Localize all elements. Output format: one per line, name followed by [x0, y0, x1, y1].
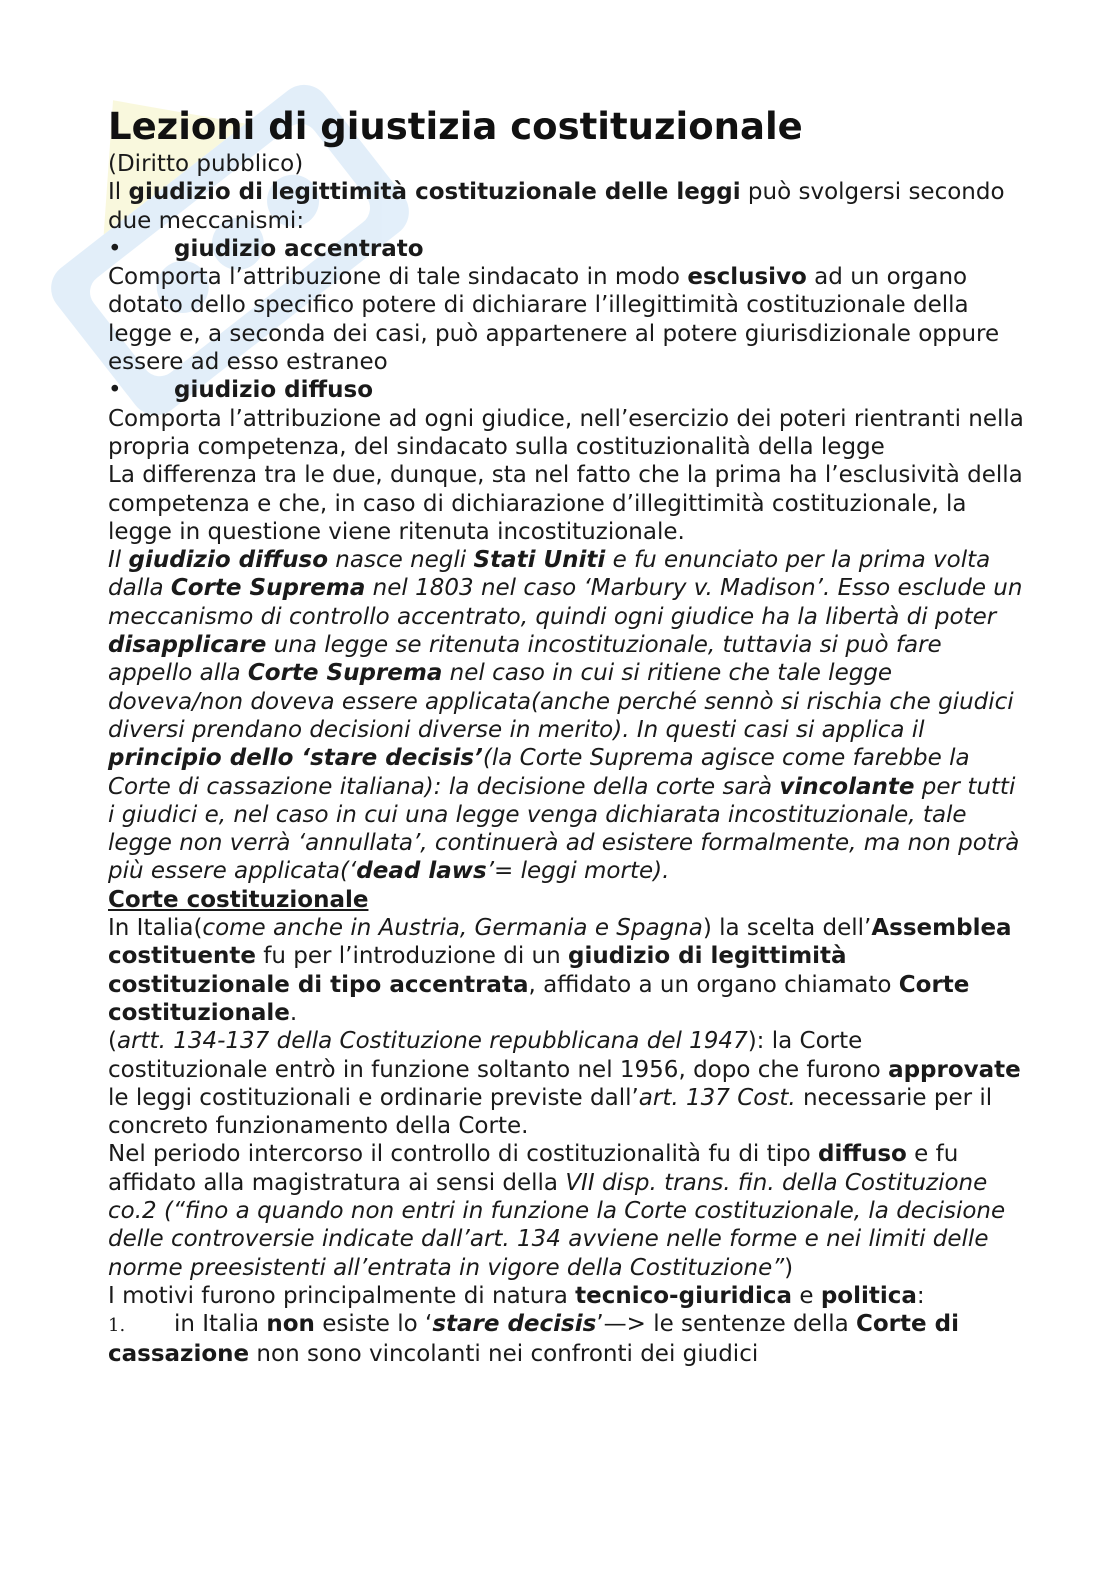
paragraph-corte-articoli: (artt. 134-137 della Costituzione repubblicana del 1947): la Corte costituzionale entrò in funzione soltanto nel 1956, dopo che furono approvate le leggi costituzionali e ordinarie previste dall’art. 137 Cost. necessarie per il concreto funzionamento della Corte.	[108, 1028, 1021, 1140]
paragraph-motivi: I motivi furono principalmente di natura tecnico-giuridica e politica:	[108, 1282, 925, 1309]
paragraph-periodo-intercorso: Nel periodo intercorso il controllo di costituzionalità fu di tipo diffuso e fu affidato alla magistratura ai sensi della VII disp. trans. fin. della Costituzione co.2 (“fino a quando non entri in funzione la Corte costituzionale, la decisione delle controversie indicate dall’art. 134 avviene nelle forme e nei limiti delle norme preesistenti all’entrata in vigore della Costituzione”)	[108, 1141, 1006, 1281]
bullet-heading-diffuso: giudizio diffuso	[174, 377, 373, 404]
item-number: 1.	[108, 1315, 126, 1337]
section-heading-corte: Corte costituzionale	[108, 886, 369, 913]
bullet-mark: •	[108, 235, 122, 262]
paragraph-accentrato: Comporta l’attribuzione di tale sindacato in modo esclusivo ad un organo dotato dello specifico potere di dichiarare l’illegittimità costituzionale della legge e, a seconda dei casi, può appartenere al potere giurisdizionale oppure essere ad esso estraneo	[108, 264, 1000, 376]
bullet-diffuso	[108, 376, 1028, 404]
bullet-heading-accentrato: giudizio accentrato	[174, 235, 424, 262]
bullet-accentrato	[108, 235, 1028, 263]
paragraph-usa: Il giudizio diffuso nasce negli Stati Uniti e fu enunciato per la prima volta dalla Corte Suprema nel 1803 nel caso ‘Marbury v. Madison’. Esso esclude un meccanismo di controllo accentrato, quindi ogni giudice ha la libertà di poter disapplicare una legge se ritenuta incostituzionale, tuttavia si può fare appello alla Corte Suprema nel caso in cui si ritiene che tale legge doveva/non doveva essere applicata(anche perché sennò si rischia che giudici diversi prendano decisioni diverse in merito). In questi casi si applica il principio dello ‘stare decisis’(la Corte Suprema agisce come farebbe la Corte di cassazione italiana): la decisione della corte sarà vincolante per tutti i giudici e, nel caso in cui una legge venga dichiarata incostituzionale, tale legge non verrà ‘annullata’, continuerà ad esistere formalmente, ma non potrà più essere applicata(‘dead laws’= leggi morte).	[108, 547, 1023, 885]
paragraph-diffuso: Comporta l’attribuzione ad ogni giudice, nell’esercizio dei poteri rientranti nella propria competenza, del sindacato sulla costituzionalità della legge	[108, 405, 1024, 460]
paragraph-differenza: La differenza tra le due, dunque, sta nel fatto che la prima ha l’esclusività della competenza e che, in caso di dichiarazione d’illegittimità costituzionale, la legge in questione viene ritenuta incostituzionale.	[108, 462, 1023, 545]
document-title: Lezioni di giustizia costituzionale	[108, 105, 803, 148]
document-body	[108, 104, 1028, 1369]
document-subtitle: (Diritto pubblico)	[108, 151, 304, 177]
numbered-item-1: 1. in Italia non esiste lo ‘stare decisis’—> le sentenze della Corte di cassazione non sono vincolanti nei confronti dei giudici	[108, 1311, 959, 1368]
paragraph-corte-italia: In Italia(come anche in Austria, Germania e Spagna) la scelta dell’Assemblea costituente fu per l’introduzione di un giudizio di legittimità costituzionale di tipo accentrata, affidato a un organo chiamato Corte costituzionale.	[108, 915, 1012, 1026]
intro-paragraph: Il giudizio di legittimità costituzionale delle leggi può svolgersi secondo due meccanismi:	[108, 179, 1005, 234]
bullet-mark: •	[108, 377, 122, 404]
